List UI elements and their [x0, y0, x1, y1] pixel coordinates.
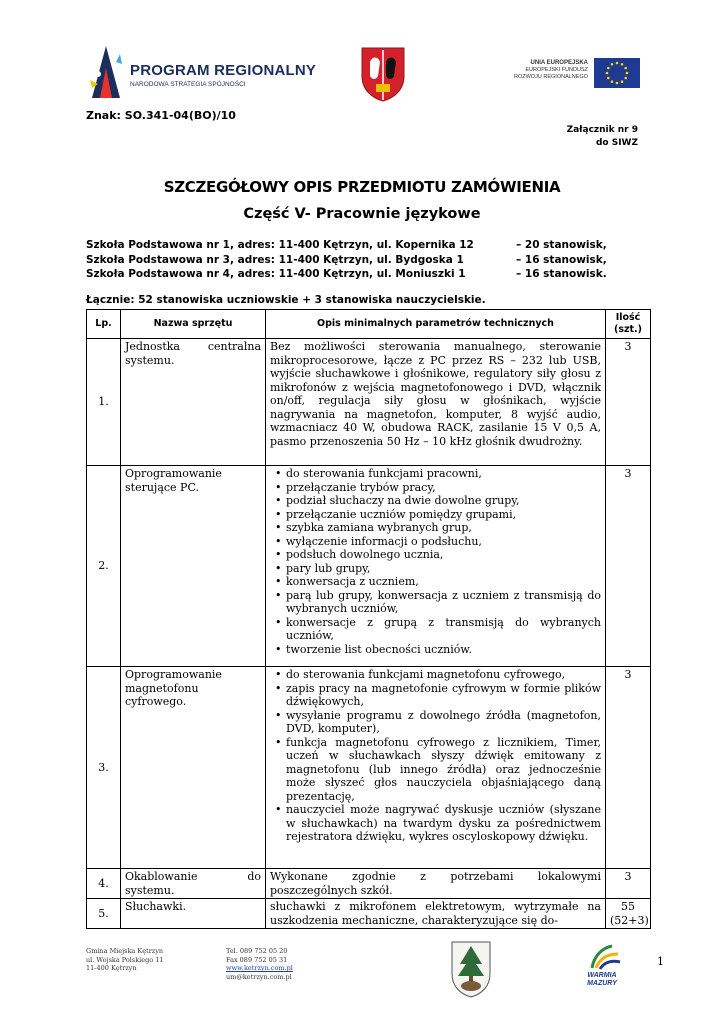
attachment-number: Załącznik nr 9 [566, 125, 638, 135]
table-row [87, 339, 651, 466]
list-item: • wysyłanie programu z dowolnego źródła (magnetofon, DVD, komputer), [286, 709, 601, 736]
eu-line3: ROZWOJU REGIONALNEGO [514, 74, 588, 80]
feature-list [270, 668, 601, 844]
footer-website-link[interactable]: www.ketrzyn.com.pl [226, 964, 293, 972]
footer-org: Gmina Miejska Kętrzyn [86, 947, 164, 955]
ketrzyn-crest-icon [450, 940, 492, 998]
row-name: Okablowanie do systemu. [121, 869, 266, 899]
document-title: SZCZEGÓŁOWY OPIS PRZEDMIOTU ZAMÓWIENIA [163, 178, 561, 196]
quantity-breakdown: (52+3) [610, 913, 649, 927]
list-item: • przełączanie trybów pracy, [286, 481, 601, 495]
list-item: • konwersacja z uczniem, [286, 575, 601, 589]
coat-of-arms-icon [360, 46, 406, 102]
list-item: • pary lub grupy, [286, 562, 601, 576]
header-quantity: Ilość (szt.) [606, 310, 651, 339]
program-emblem-icon [86, 44, 126, 100]
list-item: • do sterowania funkcjami magnetofonu cyfrowego, [286, 668, 601, 682]
program-subtitle: NARODOWA STRATEGIA SPÓJNOŚCI [130, 81, 246, 88]
footer-contact [226, 947, 293, 981]
row-name: Jednostka centralna systemu. [121, 339, 266, 466]
header-name: Nazwa sprzętu [121, 310, 266, 339]
list-item: • tworzenie list obecności uczniów. [286, 643, 601, 657]
row-lp: 2. [87, 466, 121, 667]
list-item: • przełączanie uczniów pomiędzy grupami, [286, 508, 601, 522]
table-row [87, 667, 651, 869]
table-row [87, 899, 651, 929]
table-row [87, 869, 651, 899]
school-address: Szkoła Podstawowa nr 4, adres: 11-400 Kętrzyn, ul. Moniuszki 1 [86, 268, 466, 280]
program-title: PROGRAM REGIONALNY [130, 62, 317, 79]
row-description [266, 667, 606, 869]
page-number: 1 [657, 955, 664, 968]
warmia-line1: WARMIA [587, 972, 617, 979]
school-count: – 16 stanowisk, [516, 253, 607, 266]
footer-address [86, 947, 164, 973]
attachment-siwz: do SIWZ [595, 138, 638, 148]
row-description: Bez możliwości sterowania manualnego, sterowanie mikroprocesorowe, łącze z PC przez RS – 232 lub USB, wyjście słuchawkowe i głośnikowe, regulatory siły głosu z mikrofonów z wejścia magnetofonowego i DVD, włącznik on/off, regulacja siły głosu w głośnikach, wyjście nagrywania na magnetofon, komputer, 8 wyjść audio, wzmacniacz 40 W, obudowa RACK, zasilanie 15 V 0,5 A, pasmo przenoszenia 50 Hz – 10 kHz głośnik dwudrożny. [266, 339, 606, 466]
list-item: • wyłączenie informacji o podsłuchu, [286, 535, 601, 549]
eu-line2: EUROPEJSKI FUNDUSZ [525, 67, 588, 73]
school-row [86, 238, 646, 253]
school-address: Szkoła Podstawowa nr 3, adres: 11-400 Kętrzyn, ul. Bydgoska 1 [86, 253, 464, 266]
warmia-line2: MAZURY [587, 980, 617, 987]
specification-table [86, 309, 651, 929]
school-address: Szkoła Podstawowa nr 1, adres: 11-400 Kętrzyn, ul. Kopernika 12 [86, 239, 474, 251]
attachment-label [567, 124, 638, 150]
document-reference: Znak: SO.341-04(BO)/10 [86, 109, 236, 122]
table-header-row [87, 310, 651, 339]
list-item: • szybka zamiana wybranych grup, [286, 521, 601, 535]
row-quantity: 3 [606, 667, 651, 869]
footer-city: 11-400 Kętrzyn [86, 964, 137, 972]
school-row [86, 267, 646, 282]
list-item: • parą lub grupy, konwersacja z uczniem z transmisją do wybranych uczniów, [286, 589, 601, 616]
warmia-mazury-icon [574, 942, 630, 972]
list-item: • funkcja magnetofonu cyfrowego z licznikiem, Timer, uczeń w słuchawkach słyszy dźwięk emitowany z magnetofonu (lub innego źródła) oraz jednocześnie może słyszeć głos nauczyciela objaśniającego daną prezentację, [286, 736, 601, 804]
row-description: Wykonane zgodnie z potrzebami lokalowymi poszczególnych szkół. [266, 869, 606, 899]
total-stations: Łącznie: 52 stanowiska uczniowskie + 3 stanowiska nauczycielskie. [86, 294, 486, 306]
row-lp: 3. [87, 667, 121, 869]
school-count: – 16 stanowisk. [516, 268, 607, 280]
row-quantity: 3 [606, 466, 651, 667]
school-count: – 20 stanowisk, [516, 239, 607, 251]
document-subtitle: Część V- Pracownie językowe [243, 206, 481, 222]
row-quantity: 3 [606, 869, 651, 899]
list-item: • podsłuch dowolnego ucznia, [286, 548, 601, 562]
header-description: Opis minimalnych parametrów technicznych [266, 310, 606, 339]
school-row [86, 253, 646, 268]
list-item: • do sterowania funkcjami pracowni, [286, 467, 601, 481]
program-regionalny-logo [86, 44, 317, 104]
footer-fax: Fax 089 752 05 31 [226, 955, 288, 964]
row-quantity [606, 899, 651, 929]
row-description: słuchawki z mikrofonem elektretowym, wytrzymałe na uszkodzenia mechaniczne, charakteryzujące się do- [266, 899, 606, 929]
eu-flag-icon [594, 58, 640, 88]
row-quantity: 3 [606, 339, 651, 466]
row-name: Oprogramowanie sterujące PC. [121, 466, 266, 667]
footer-email: um@ketrzyn.com.pl [226, 972, 292, 981]
list-item: • zapis pracy na magnetofonie cyfrowym w formie plików dźwiękowych, [286, 682, 601, 709]
table-row [87, 466, 651, 667]
warmia-mazury-logo [574, 942, 630, 992]
footer-tel: Tel. 089 752 05 20 [226, 947, 288, 955]
row-lp: 1. [87, 339, 121, 466]
footer-street: ul. Wojska Polskiego 11 [86, 955, 164, 964]
eu-line1: UNIA EUROPEJSKA [530, 60, 588, 66]
header-lp: Lp. [87, 310, 121, 339]
eu-logo [470, 56, 640, 92]
quantity-value: 55 [621, 900, 635, 913]
row-name: Słuchawki. [121, 899, 266, 929]
row-description [266, 466, 606, 667]
row-lp: 5. [87, 899, 121, 929]
list-item: • konwersacje z grupą z transmisją do wybranych uczniów, [286, 616, 601, 643]
list-item: • nauczyciel może nagrywać dyskusje uczniów (słyszane w słuchawkach) na twardym dysku za pośrednictwem rejestratora dźwięku, wykres oscyloskopowy dźwięku. [286, 803, 601, 844]
row-name: Oprogramowanie magnetofonu cyfrowego. [121, 667, 266, 869]
feature-list [270, 467, 601, 656]
row-lp: 4. [87, 869, 121, 899]
list-item: • podział słuchaczy na dwie dowolne grupy, [286, 494, 601, 508]
school-list [86, 238, 646, 282]
